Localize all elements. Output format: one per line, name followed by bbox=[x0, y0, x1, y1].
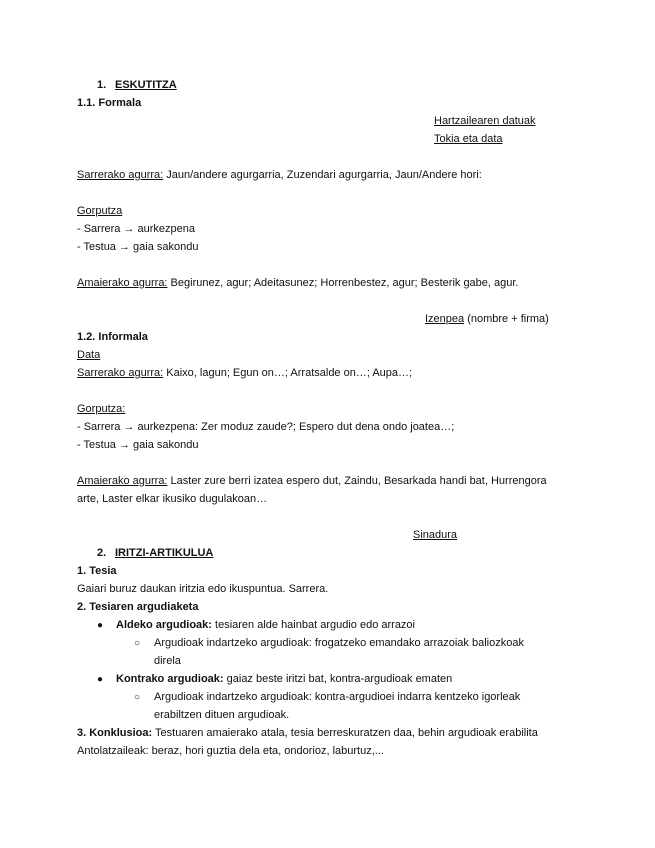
bullet-icon: ● bbox=[97, 620, 104, 631]
arguments-heading: 2. Tesiaren argudiaketa bbox=[77, 601, 199, 613]
informal-body-label: Gorputza: bbox=[77, 403, 126, 415]
informal-heading: 1.2. Informala bbox=[77, 331, 148, 343]
formal-body-label: Gorputza bbox=[77, 205, 123, 217]
section-2-title: 2. IRITZI-ARTIKULUA bbox=[97, 547, 214, 559]
informal-closing-greeting-cont: arte, Laster elkar ikusiko dugulakoan… bbox=[77, 493, 268, 505]
connectors: Antolatzaileak: beraz, hori guztia dela eta, ondorioz, laburtuz,... bbox=[77, 745, 384, 757]
sub-bullet-icon: ○ bbox=[134, 638, 141, 649]
conclusion: 3. Konklusioa: Testuaren amaierako atala, tesia berreskuratzen daa, behin argudioak erabilita bbox=[77, 727, 538, 739]
thesis-text: Gaiari buruz daukan iritzia edo ikuspuntua. Sarrera. bbox=[77, 583, 329, 595]
con-sub-argument: Argudioak indartzeko argudioak: kontra-argudioei indarra kentzeko igorleak bbox=[154, 691, 521, 703]
informal-body-item: - Sarrera → aurkezpena: Zer moduz zaude?; Espero dut dena ondo joatea…; bbox=[77, 421, 455, 433]
recipient-data: Hartzailearen datuak bbox=[434, 115, 536, 127]
formal-heading: 1.1. Formala bbox=[77, 97, 142, 109]
place-date: Tokia eta data bbox=[434, 133, 503, 145]
thesis-heading: 1. Tesia bbox=[77, 565, 117, 577]
formal-signature: Izenpea (nombre + firma) bbox=[425, 313, 549, 325]
informal-date: Data bbox=[77, 349, 101, 361]
bullet-icon: ● bbox=[97, 674, 104, 685]
informal-closing-greeting: Amaierako agurra: Laster zure berri izatea espero dut, Zaindu, Besarkada handi bat, Hurrengora bbox=[77, 475, 547, 487]
formal-body-item: - Testua → gaia sakondu bbox=[77, 241, 199, 253]
informal-opening-greeting: Sarrerako agurra: Kaixo, lagun; Egun on…; Arratsalde on…; Aupa…; bbox=[77, 367, 413, 379]
formal-body-item: - Sarrera → aurkezpena bbox=[77, 223, 195, 235]
informal-signature: Sinadura bbox=[413, 529, 458, 541]
formal-opening-greeting: Sarrerako agurra: Jaun/andere agurgarria, Zuzendari agurgarria, Jaun/Andere hori: bbox=[77, 169, 482, 181]
sub-bullet-icon: ○ bbox=[134, 692, 141, 703]
con-arguments: Kontrako argudioak: gaiaz beste iritzi bat, kontra-argudioak ematen bbox=[116, 673, 453, 685]
formal-closing-greeting: Amaierako agurra: Begirunez, agur; Adeitasunez; Horrenbestez, agur; Besterik gabe, agur. bbox=[77, 277, 519, 289]
pro-sub-argument-cont: direla bbox=[154, 655, 181, 667]
section-1-title: 1. ESKUTITZA bbox=[97, 79, 177, 91]
con-sub-argument-cont: erabiltzen dituen argudioak. bbox=[154, 709, 290, 721]
informal-body-item: - Testua → gaia sakondu bbox=[77, 439, 199, 451]
pro-arguments: Aldeko argudioak: tesiaren alde hainbat argudio edo arrazoi bbox=[116, 619, 415, 631]
pro-sub-argument: Argudioak indartzeko argudioak: frogatzeko emandako arrazoiak baliozkoak bbox=[154, 637, 524, 649]
